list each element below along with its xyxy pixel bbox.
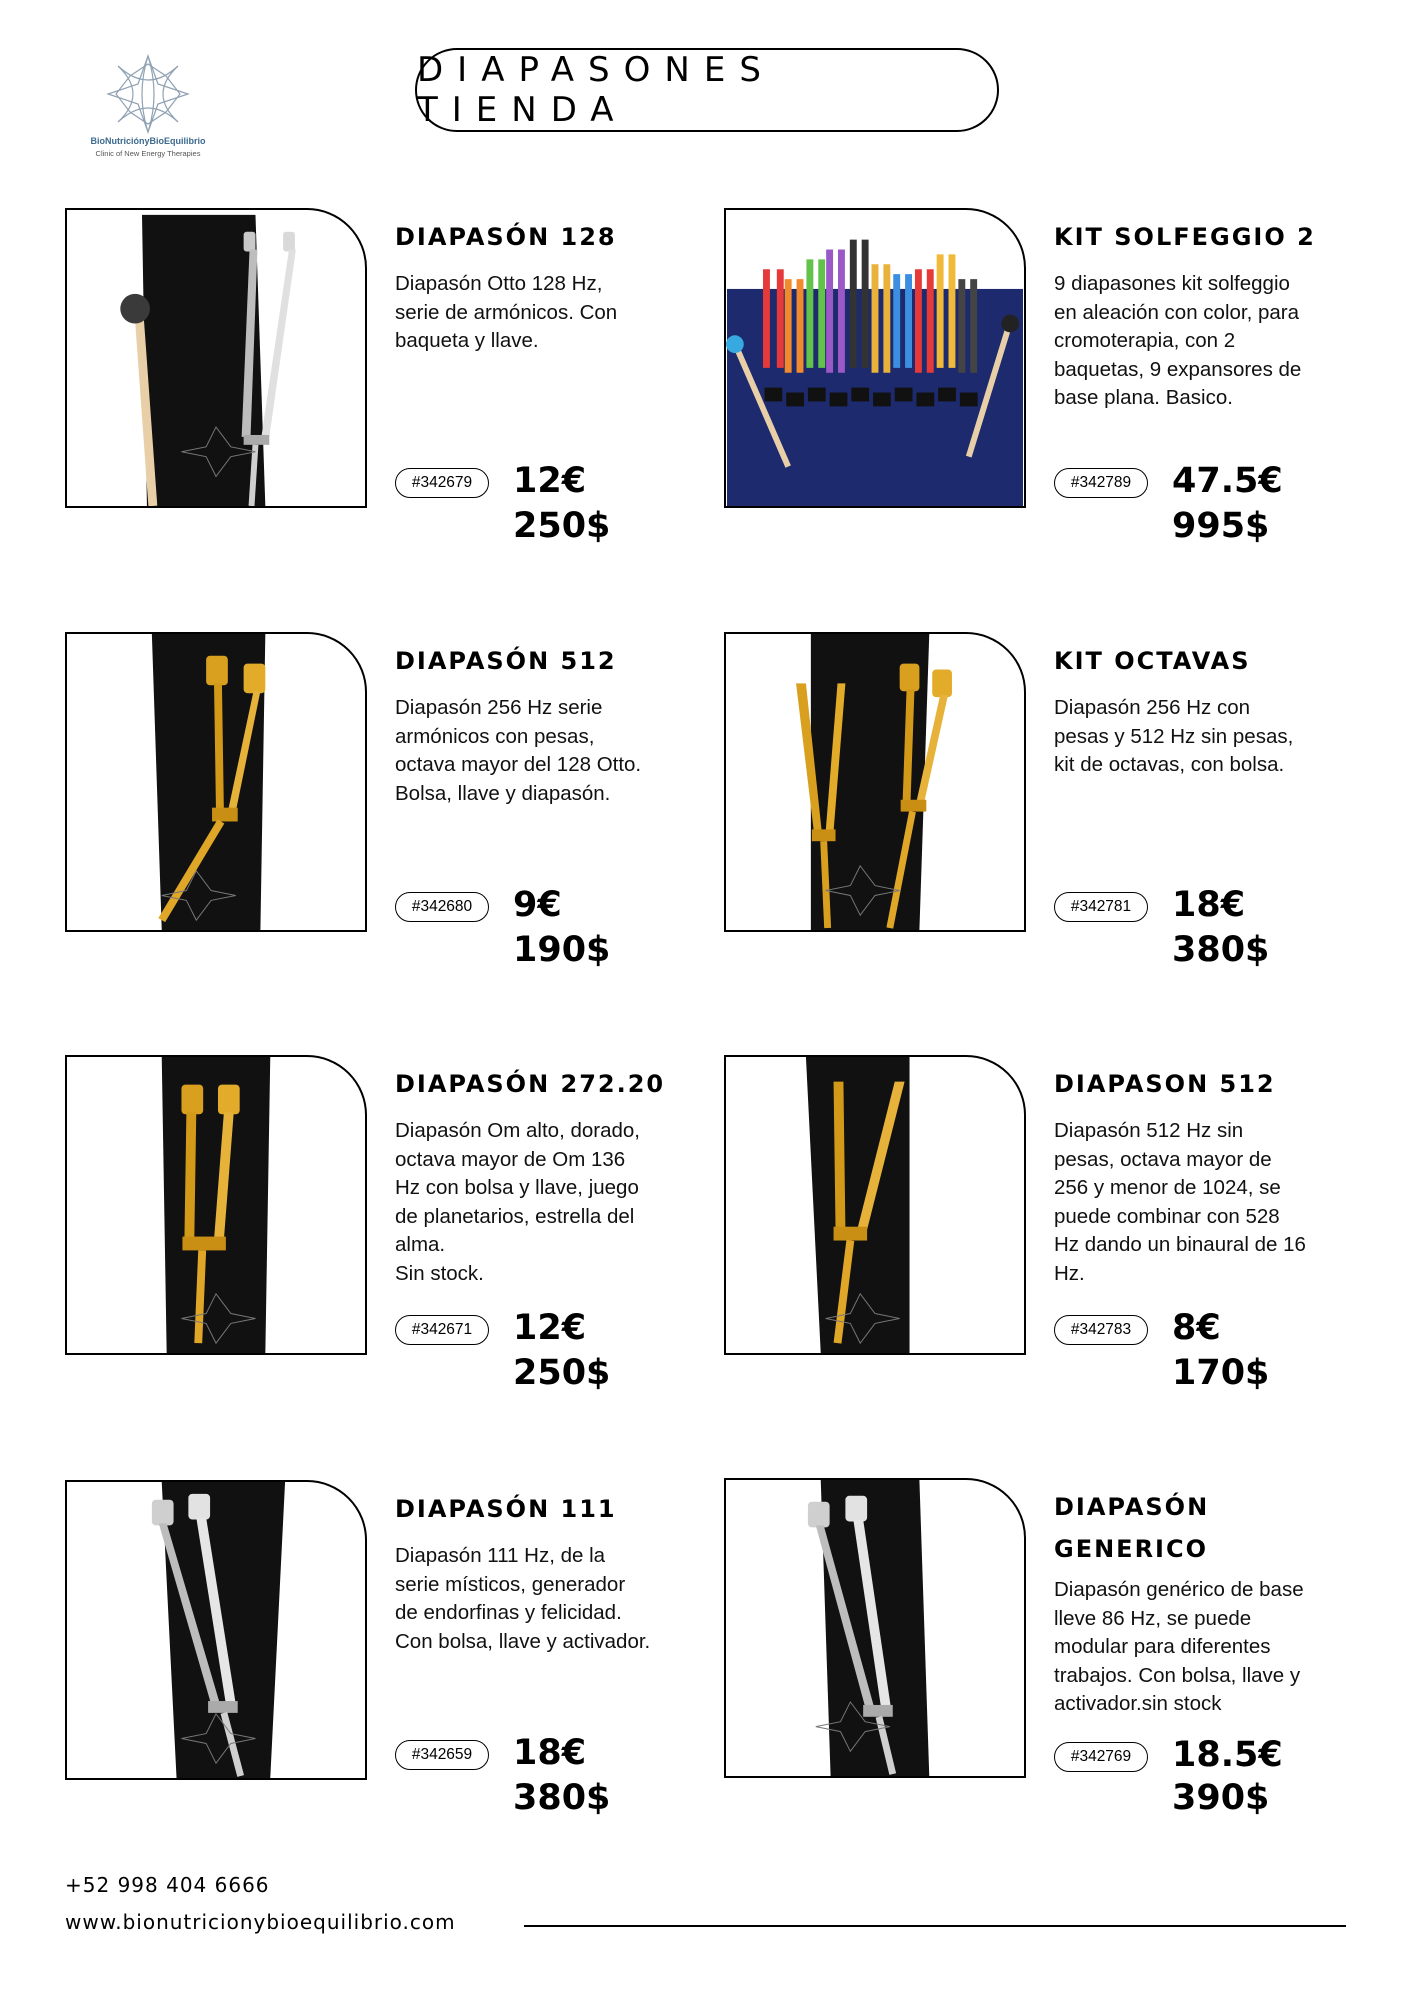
product-sku: #342783 [1054,1315,1148,1345]
product-sku: #342781 [1054,892,1148,922]
product-description: Diapasón genérico de base lleve 86 Hz, se puede modular para diferentes trabajos. Con bolsa, llave y activador.sin stock [1054,1578,1304,1716]
product-name: DIAPASON 512 [1054,1070,1276,1098]
product-name: DIAPASÓN 128 [395,223,617,251]
product-name: DIAPASÓN 272.20 [395,1070,666,1098]
product-description: Diapasón 256 Hz con pesas y 512 Hz sin pesas, kit de octavas, con bolsa. [1054,696,1294,777]
star-logo-icon [106,54,190,134]
product-photo [724,632,1026,932]
product-name: KIT OCTAVAS [1054,647,1251,675]
product-photo [724,208,1026,508]
product-sku: #342680 [395,892,489,922]
product-card[interactable] [724,632,1364,972]
price-usd: 190$ [513,930,611,970]
brand-logo [88,54,208,158]
price-usd: 390$ [1172,1778,1270,1818]
price-usd: 250$ [513,1353,611,1393]
product-description: Diapasón 111 Hz, de la serie místicos, generador de endorfinas y felicidad. Con bolsa, llave y activador. [395,1544,651,1653]
product-sku: #342789 [1054,468,1148,498]
product-photo [65,1055,367,1355]
price-eur: 12€ [513,461,587,501]
price-usd: 380$ [1172,930,1270,970]
product-photo [724,1478,1026,1778]
price-usd: 995$ [1172,506,1270,546]
product-description: Diapasón Otto 128 Hz, serie de armónicos. Con baqueta y llave. [395,272,618,353]
price-eur: 18€ [1172,885,1246,925]
product-photo [65,208,367,508]
product-name: DIAPASÓN 512 [395,647,617,675]
product-card[interactable] [724,1055,1364,1395]
price-usd: 170$ [1172,1353,1270,1393]
price-usd: 380$ [513,1778,611,1818]
product-card[interactable] [65,1055,705,1395]
product-card[interactable] [724,208,1364,548]
product-name: DIAPASÓN 111 [395,1495,617,1523]
price-usd: 250$ [513,506,611,546]
price-eur: 9€ [513,885,562,925]
footer-divider [524,1925,1346,1927]
product-description: Diapasón 256 Hz serie armónicos con pesas, octava mayor del 128 Otto. Bolsa, llave y diapasón. [395,696,642,805]
price-eur: 47.5€ [1172,461,1283,501]
product-name: DIAPASÓN GENERICO [1054,1493,1210,1563]
footer-phone[interactable]: +52 998 404 6666 [65,1873,270,1897]
product-name: KIT SOLFEGGIO 2 [1054,223,1316,251]
product-description: 9 diapasones kit solfeggio en aleación con color, para cromoterapia, con 2 baquetas, 9 expansores de base plana. Basico. [1054,272,1302,410]
product-card[interactable] [65,208,705,548]
product-sku: #342769 [1054,1742,1148,1772]
product-card[interactable] [65,632,705,972]
product-photo [65,1480,367,1780]
page-title: DIAPASONES TIENDA [415,48,999,132]
product-sku: #342659 [395,1740,489,1770]
product-description: Diapasón Om alto, dorado, octava mayor de Om 136 Hz con bolsa y llave, juego de planetarios, estrella del alma. Sin stock. [395,1119,640,1285]
product-sku: #342679 [395,468,489,498]
brand-tagline: Clinic of New Energy Therapies [95,149,201,158]
product-photo [724,1055,1026,1355]
product-description: Diapasón 512 Hz sin pesas, octava mayor de 256 y menor de 1024, se puede combinar con 528 Hz dando un binaural de 16 Hz. [1054,1119,1306,1285]
product-card[interactable] [724,1478,1364,1818]
price-eur: 8€ [1172,1308,1221,1348]
product-photo [65,632,367,932]
price-eur: 18€ [513,1733,587,1773]
brand-name: BioNutriciónyBioEquilibrio [90,136,206,146]
product-sku: #342671 [395,1315,489,1345]
footer-website-link[interactable]: www.bionutricionybioequilibrio.com [65,1910,456,1934]
price-eur: 12€ [513,1308,587,1348]
product-card[interactable] [65,1480,705,1820]
price-eur: 18.5€ [1172,1735,1283,1775]
